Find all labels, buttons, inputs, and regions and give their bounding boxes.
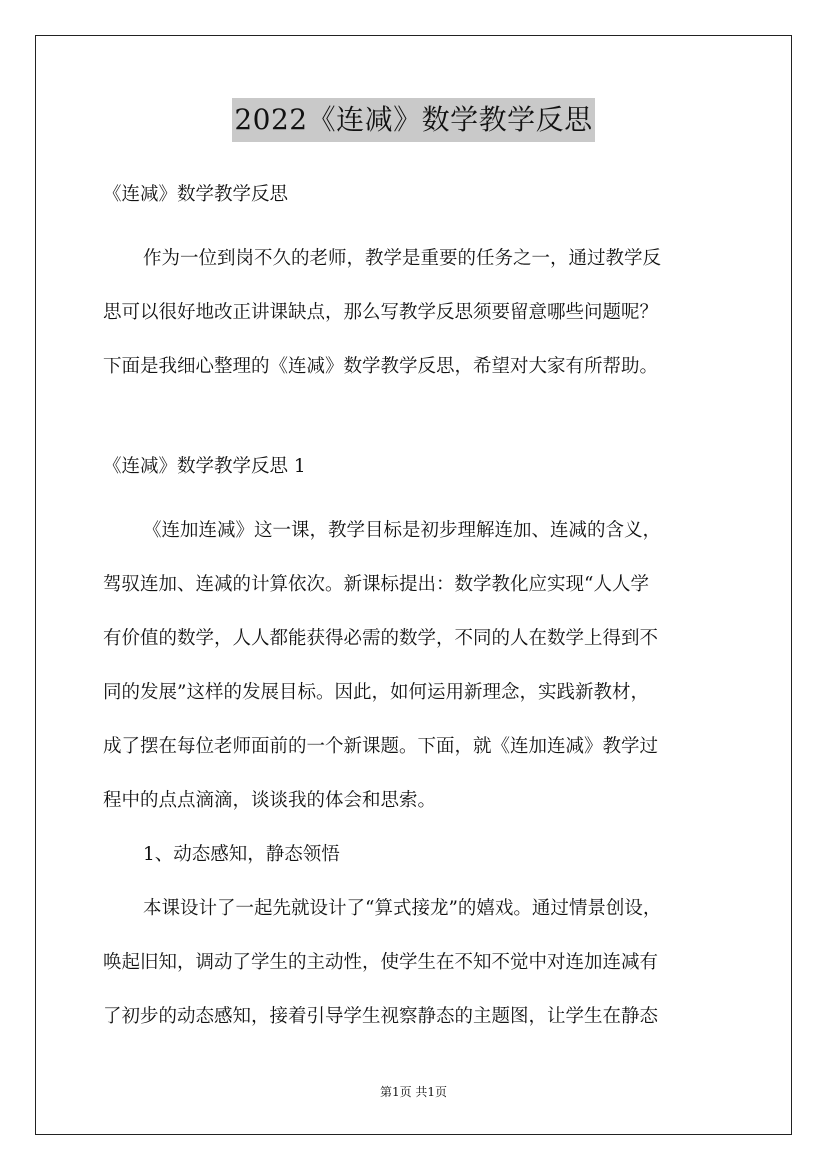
paragraph-line: 《连加连减》这一课，教学目标是初步理解连加、连减的含义， xyxy=(143,520,662,541)
paragraph-line: 思可以很好地改正讲课缺点，那么写教学反思须要留意哪些问题呢？ xyxy=(103,302,659,323)
paragraph-line: 有价值的数学，人人都能获得必需的数学，不同的人在数学上得到不 xyxy=(103,628,659,649)
document-title: 2022《连减》数学教学反思 xyxy=(232,98,594,142)
paragraph-line: 驾驭连加、连减的计算依次。新课标提出：数学教化应实现“人人学 xyxy=(103,574,649,595)
page-footer: 第1页 共1页 xyxy=(379,1085,448,1099)
numbered-subheading: 1、动态感知，静态领悟 xyxy=(143,844,340,865)
section-heading: 《连减》数学教学反思 1 xyxy=(103,456,306,477)
paragraph-line: 作为一位到岗不久的老师，教学是重要的任务之一，通过教学反 xyxy=(143,248,662,269)
paragraph-line: 下面是我细心整理的《连减》数学教学反思，希望对大家有所帮助。 xyxy=(103,356,659,377)
paragraph-line: 本课设计了一起先就设计了“算式接龙”的嬉戏。通过情景创设， xyxy=(143,898,662,919)
paragraph-line: 程中的点点滴滴，谈谈我的体会和思索。 xyxy=(103,790,437,811)
paragraph-line: 同的发展”这样的发展目标。因此，如何运用新理念，实践新教材， xyxy=(103,682,649,703)
document-subtitle: 《连减》数学教学反思 xyxy=(103,184,289,205)
paragraph-line: 了初步的动态感知，接着引导学生视察静态的主题图，让学生在静态 xyxy=(103,1006,659,1027)
title-container xyxy=(0,98,827,142)
paragraph-line: 成了摆在每位老师面前的一个新课题。下面，就《连加连减》教学过 xyxy=(103,736,659,757)
section-body xyxy=(103,504,743,1044)
intro-paragraph xyxy=(103,232,743,394)
paragraph-line: 唤起旧知，调动了学生的主动性，使学生在不知不觉中对连加连减有 xyxy=(103,952,659,973)
